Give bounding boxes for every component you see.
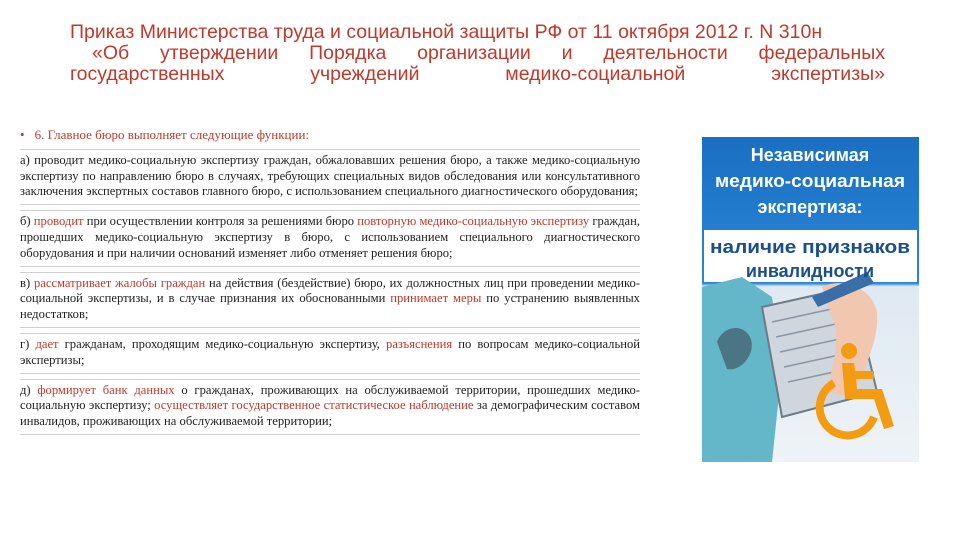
item-c-highlight-2: принимает меры — [390, 291, 482, 306]
item-e-prefix: д) — [20, 382, 38, 397]
item-c-text-1: на действия (бездействие) бюро, их должностных лиц при проведении медико-социальной экспертизы, и в случае признания их обоснованными — [20, 275, 640, 306]
item-e-text-2: за демографическим составом инвалидов, проживающих на обслуживаемой территории; — [20, 398, 640, 429]
poster-line-5: инвалидности — [745, 261, 875, 281]
item-b-text-2: граждан, прошедших медико-социальную экспертизу в бюро, с использованием специального диагностического оборудования и при наличии оснований изменяет либо отменяет решения бюро; — [20, 214, 640, 260]
item-d-prefix: г) — [20, 336, 36, 351]
item-b-highlight-1: проводит — [33, 214, 84, 229]
item-d-text-1: гражданам, проходящим медико-социальную экспертизу, — [58, 336, 387, 351]
poster-line-4: наличие признаков — [710, 237, 910, 257]
title-line-3: государственных учреждений медико-социальной экспертизы» — [70, 63, 885, 85]
item-d-highlight-2: разъяснения — [386, 336, 453, 351]
poster-illustration — [702, 137, 919, 462]
item-d-highlight-1: дает — [35, 336, 59, 351]
item-c — [20, 272, 640, 328]
item-b-text-1: при осуществлении контроля за решениями бюро — [83, 214, 358, 229]
poster-line-3: экспертиза: — [757, 197, 863, 217]
intro-text: 6. Главное бюро выполняет следующие функции: — [34, 127, 310, 142]
mse-poster — [702, 137, 919, 462]
item-b — [20, 210, 640, 266]
intro-bullet — [20, 127, 640, 143]
bullet-icon: • — [20, 127, 25, 142]
poster-line-1: Независимая — [750, 145, 870, 165]
item-a-text: а) проводит медико-социальную экспертизу граждан, обжаловавших решения бюро, а также медико-социальную экспертизу по направлению бюро в случаях, требующих специальных видов обследования или консультативного заключения экспертных составов главного бюро, с использованием специального диагностического оборудования; — [20, 152, 640, 199]
item-e-text-1: о гражданах, проживающих на обслуживаемой территории, прошедших медико-социальную экспертизу; — [20, 382, 640, 413]
item-d-text-2: по вопросам медико-социальной экспертизы; — [20, 336, 640, 367]
item-b-highlight-2: повторную медико-социальную экспертизу — [357, 214, 590, 229]
slide-title — [70, 22, 885, 85]
item-a — [20, 149, 640, 205]
title-line-1: Приказ Министерства труда и социальной защиты РФ от 11 октября 2012 г. N 310н — [70, 21, 823, 43]
item-e-highlight-2: осуществляет государственное статистическое наблюдение — [154, 398, 474, 413]
item-d — [20, 333, 640, 374]
item-e-highlight-1: формирует банк данных — [37, 382, 175, 397]
poster-line-2: медико-социальная — [715, 171, 905, 191]
item-c-prefix: в) — [20, 275, 34, 290]
title-line-2: «Об утверждении Порядка организации и деятельности федеральных — [92, 42, 885, 64]
item-c-text-2: по устранению выявленных недостатков; — [20, 291, 640, 322]
functions-list — [20, 127, 640, 440]
item-b-prefix: б) — [20, 214, 34, 229]
item-c-highlight-1: рассматривает жалобы граждан — [33, 275, 206, 290]
item-e — [20, 379, 640, 435]
